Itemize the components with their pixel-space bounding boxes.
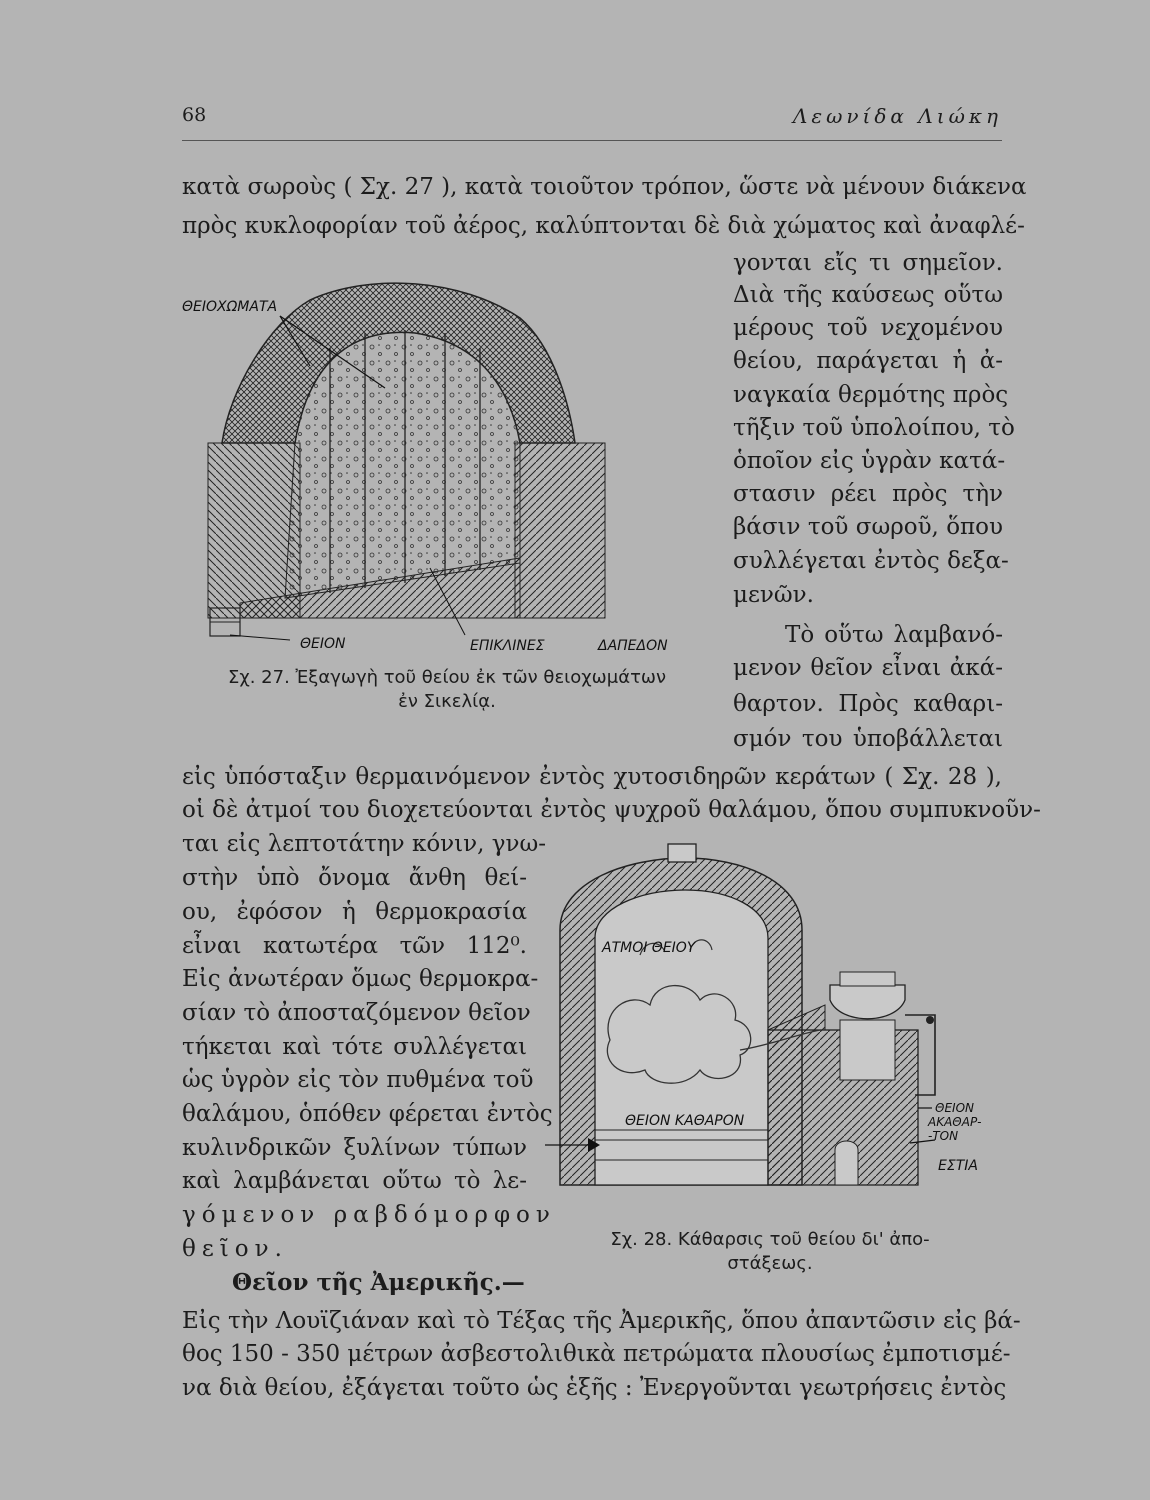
text-line: καὶ λαμβάνεται οὕτω τὸ λε- [182, 1168, 527, 1194]
text-line: τῆξιν τοῦ ὑπολοίπου, τὸ [733, 415, 1015, 441]
text-line: κατὰ σωροὺς ( Σχ. 27 ), κατὰ τοιοῦτον τρόπον, ὥστε νὰ μένουν διάκενα [182, 174, 1027, 200]
section-heading: Θεῖον τῆς Ἀμερικῆς.— [232, 1269, 525, 1296]
text-line: ται εἰς λεπτοτάτην κόνιν, γνω- [182, 831, 547, 857]
text-line: μενον θεῖον εἶναι ἀκά- [733, 655, 1003, 681]
figure-28-distillation-diagram [540, 840, 1000, 1205]
caption-line: ἐν Σικελίᾳ. [398, 691, 496, 712]
text-line: να διὰ θείου, ἐξάγεται τοῦτο ὡς ἑξῆς : Ἐνεργοῦνται γεωτρήσεις ἐντὸς [182, 1375, 1007, 1401]
caption-line: Σχ. 28. Κάθαρσις τοῦ θείου δι' ἀπο- [610, 1229, 930, 1250]
caption-line: Σχ. 27. Ἐξαγωγὴ τοῦ θείου ἐκ τῶν θειοχωμάτων [227, 667, 667, 688]
text-line: συλλέγεται ἐντὸς δεξα- [733, 548, 1009, 574]
fig28-label-atmoi-theiou: ΑΤΜΟΙ ΘΕΙΟΥ [602, 940, 696, 956]
text-line: τήκεται καὶ τότε συλλέγεται [182, 1034, 527, 1060]
text-line: Εἰς τὴν Λουϊζιάναν καὶ τὸ Τέξας τῆς Ἀμερικῆς, ὅπου ἀπαντῶσιν εἰς βά- [182, 1308, 1021, 1334]
text-line: Διὰ τῆς καύσεως οὕτω [733, 282, 1003, 308]
text-line: ὁποῖον εἰς ὑγρὰν κατά- [733, 448, 1006, 474]
fig28-label-theion-katharon: ΘΕΙΟΝ ΚΑΘΑΡΟΝ [625, 1113, 745, 1129]
text-line: εἶναι κατωτέρα τῶν 112⁰. [182, 933, 527, 959]
text-line: μέρους τοῦ νεχομένου [733, 315, 1003, 341]
fig28-label-akatharton: ΘΕΙΟΝ [935, 1101, 974, 1115]
text-line: θος 150 - 350 μέτρων ἀσβεστολιθικὰ πετρώματα πλουσίως ἐμποτισμέ- [182, 1341, 1011, 1367]
figure-27-sulfur-pile-diagram [160, 278, 720, 658]
text-line: Τὸ οὕτω λαμβανό- [785, 622, 1003, 648]
text-line: κυλινδρικῶν ξυλίνων τύπων [182, 1135, 527, 1161]
figure-27-caption [182, 666, 712, 714]
text-line: θαρτον. Πρὸς καθαρι- [733, 691, 1003, 717]
text-line: στὴν ὑπὸ ὄνομα ἄνθη θεί- [182, 865, 527, 891]
text-line: θείου, παράγεται ἡ ἀ- [733, 348, 1003, 374]
text-line: θαλάμου, ὁπόθεν φέρεται ἐντὸς [182, 1101, 553, 1127]
text-line: εἰς ὑπόσταξιν θερμαινόμενον ἐντὸς χυτοσιδηρῶν κεράτων ( Σχ. 28 ), [182, 764, 1002, 790]
header-rule [182, 140, 1002, 141]
fig27-label-epiklines: ΕΠΙΚΛΙΝΕΣ [470, 638, 545, 654]
text-line: ὡς ὑγρὸν εἰς τὸν πυθμένα τοῦ [182, 1067, 534, 1093]
text-line: θεῖον. [182, 1236, 288, 1262]
fig28-label-akatharton: ΑΚΑΘΑΡ- [928, 1115, 982, 1129]
caption-line: στάξεως. [727, 1253, 813, 1274]
fig27-label-theiochomata: ΘΕΙΟΧΩΜΑΤΑ [182, 299, 278, 315]
text-line: γονται εἴς τι σημεῖον. [733, 250, 1003, 276]
text-line: σίαν τὸ ἀποσταζόμενον θεῖον [182, 1000, 531, 1026]
text-line: σμόν του ὑποβάλλεται [733, 726, 1003, 752]
text-line: ναγκαία θερμότης πρὸς [733, 382, 1009, 408]
fig28-label-akatharton: -ΤΟΝ [928, 1129, 959, 1143]
text-line: ου, ἐφόσον ἡ θερμοκρασία [182, 899, 527, 925]
figure-28-caption [560, 1228, 980, 1276]
fig28-label-estia: ΕΣΤΙΑ [938, 1158, 978, 1174]
text-line: μενῶν. [733, 582, 814, 608]
text-line: στασιν ρέει πρὸς τὴν [733, 481, 1003, 507]
fig27-label-theion: ΘΕΙΟΝ [300, 636, 346, 652]
fig27-label-dapedon: ΔΑΠΕΔΟΝ [598, 638, 668, 654]
page-number: 68 [182, 104, 207, 126]
text-line: γόμενον ραβδόμορφον [182, 1202, 556, 1228]
text-line: βάσιν τοῦ σωροῦ, ὅπου [733, 514, 1003, 540]
running-header-author: Λεωνίδα Λιώκη [792, 104, 1002, 128]
text-line: οἱ δὲ ἀτμοί του διοχετεύονται ἐντὸς ψυχροῦ θαλάμου, ὅπου συμπυκνοῦν- [182, 797, 1041, 823]
text-line: πρὸς κυκλοφορίαν τοῦ ἀέρος, καλύπτονται δὲ διὰ χώματος καὶ ἀναφλέ- [182, 213, 1025, 239]
text-line: Εἰς ἀνωτέραν ὅμως θερμοκρα- [182, 966, 539, 992]
